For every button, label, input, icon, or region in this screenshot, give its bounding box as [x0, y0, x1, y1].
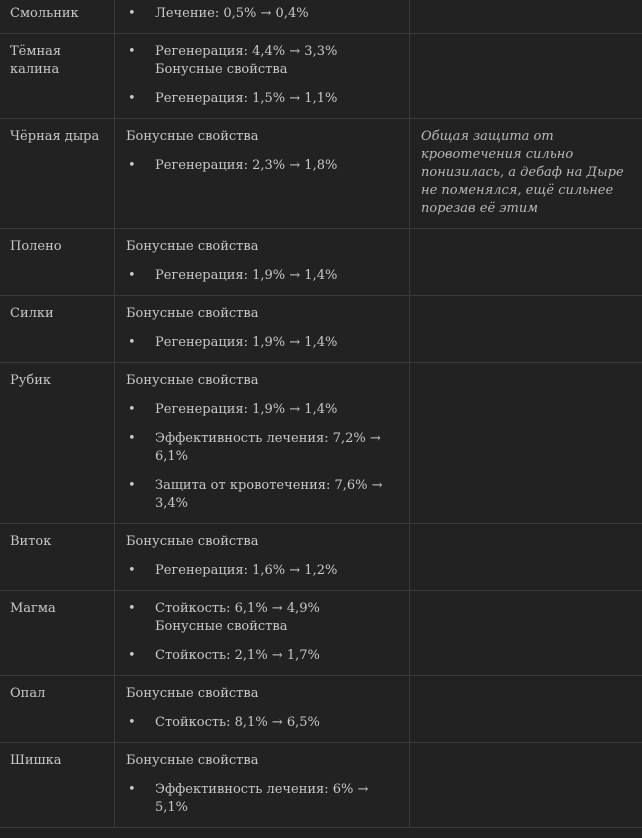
stat-change-item: • Регенерация: 4,4% → 3,3% — [126, 43, 398, 61]
changes-block — [126, 372, 398, 513]
changes-block — [126, 43, 398, 61]
comment-cell — [409, 34, 642, 119]
artifact-name: Смольник — [0, 0, 114, 34]
changes-block — [126, 305, 398, 352]
bonus-properties-heading: Бонусные свойства — [126, 239, 259, 254]
artifact-name: Шишка — [0, 743, 114, 828]
stat-list — [126, 647, 398, 665]
bonus-properties-heading: Бонусные свойства — [155, 619, 288, 634]
artifact-name: Магма — [0, 591, 114, 676]
bonus-properties-heading: Бонусные свойства — [126, 129, 259, 144]
comment-cell — [409, 591, 642, 676]
stat-change-item: • Стойкость: 6,1% → 4,9% — [126, 600, 398, 618]
stat-change-item: • Лечение: 0,5% → 0,4% — [126, 5, 398, 23]
changes-cell — [114, 34, 409, 119]
artifact-name: Полено — [0, 229, 114, 296]
changes-block — [126, 685, 398, 732]
stat-list — [126, 781, 398, 817]
changes-block — [126, 618, 398, 665]
artifact-name: Рубик — [0, 363, 114, 524]
bonus-properties-heading: Бонусные свойства — [155, 62, 288, 77]
comment-cell — [409, 743, 642, 828]
stat-list — [126, 334, 398, 352]
changes-cell — [114, 229, 409, 296]
stat-list — [126, 5, 398, 23]
stat-list — [126, 90, 398, 108]
comment-cell — [409, 676, 642, 743]
changes-block — [126, 752, 398, 817]
stat-change-item: • Регенерация: 1,9% → 1,4% — [126, 334, 398, 352]
comment-cell — [409, 296, 642, 363]
changes-cell — [114, 119, 409, 229]
changes-cell — [114, 524, 409, 591]
stat-list — [126, 600, 398, 618]
comment-cell — [409, 524, 642, 591]
bonus-properties-heading: Бонусные свойства — [126, 306, 259, 321]
changes-cell — [114, 591, 409, 676]
changes-cell — [114, 676, 409, 743]
bonus-properties-heading: Бонусные свойства — [126, 686, 259, 701]
stat-list — [126, 562, 398, 580]
changes-cell — [114, 296, 409, 363]
changes-block — [126, 600, 398, 618]
changes-block — [126, 5, 398, 23]
artifact-name: Опал — [0, 676, 114, 743]
comment-cell — [409, 363, 642, 524]
changes-block — [126, 238, 398, 285]
stat-change-item: • Эффективность лечения: 7,2% → 6,1% — [126, 430, 398, 466]
stat-change-item: • Регенерация: 1,9% → 1,4% — [126, 267, 398, 285]
artifact-name: Виток — [0, 524, 114, 591]
stat-change-item: • Регенерация: 1,9% → 1,4% — [126, 401, 398, 419]
artifact-name: Тёмная калина — [0, 34, 114, 119]
stat-list — [126, 43, 398, 61]
changes-cell — [114, 363, 409, 524]
stat-change-item: • Регенерация: 1,5% → 1,1% — [126, 90, 398, 108]
bonus-properties-heading: Бонусные свойства — [126, 753, 259, 768]
stat-list — [126, 714, 398, 732]
stat-list — [126, 157, 398, 175]
stat-list — [126, 401, 398, 513]
comment-cell: Общая защита от кровотечения сильно понизилась, а дебаф на Дыре не поменялся, ещё сильнее порезав её этим — [409, 119, 642, 229]
comment-cell — [409, 229, 642, 296]
stat-change-item: • Эффективность лечения: 6% → 5,1% — [126, 781, 398, 817]
changes-block — [126, 128, 398, 175]
stat-change-item: • Стойкость: 2,1% → 1,7% — [126, 647, 398, 665]
stat-change-item: • Регенерация: 1,6% → 1,2% — [126, 562, 398, 580]
bonus-properties-heading: Бонусные свойства — [126, 373, 259, 388]
stat-change-item: • Стойкость: 8,1% → 6,5% — [126, 714, 398, 732]
changes-block — [126, 61, 398, 108]
artifact-name: Чёрная дыра — [0, 119, 114, 229]
changes-cell — [114, 0, 409, 34]
artifact-name: Силки — [0, 296, 114, 363]
changes-cell — [114, 743, 409, 828]
stat-list — [126, 267, 398, 285]
stat-change-item: • Защита от кровотечения: 7,6% → 3,4% — [126, 477, 398, 513]
bonus-properties-heading: Бонусные свойства — [126, 534, 259, 549]
comment-cell — [409, 0, 642, 34]
changes-block — [126, 533, 398, 580]
stat-change-item: • Регенерация: 2,3% → 1,8% — [126, 157, 398, 175]
